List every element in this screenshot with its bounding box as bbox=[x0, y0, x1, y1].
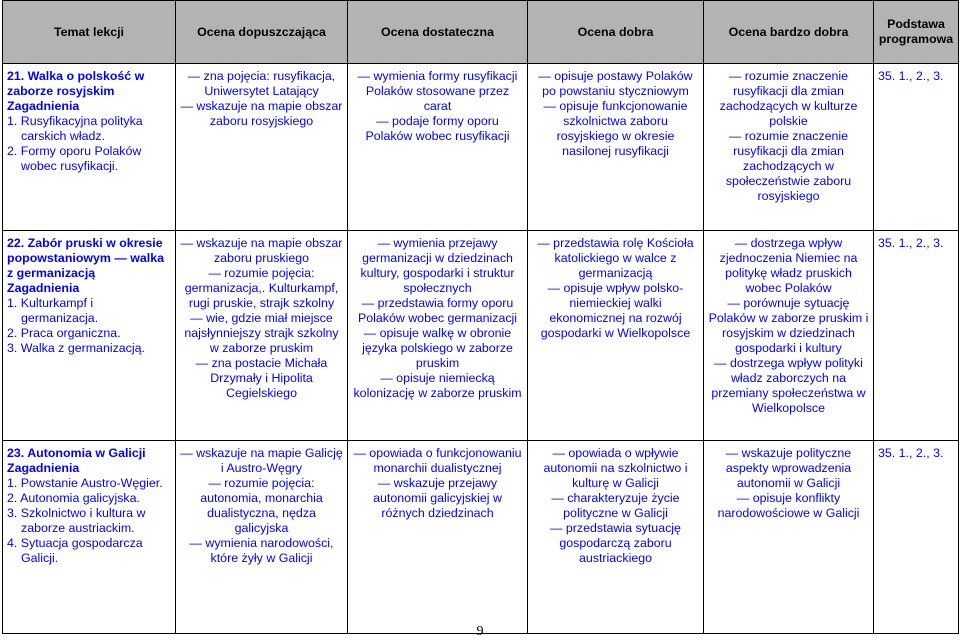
grade-bardzo-dobra-cell bbox=[704, 231, 874, 441]
lesson-issue: 3. Walka z germanizacją. bbox=[7, 341, 145, 355]
requirement-item: — opowiada o wpływie autonomii na szkolnictwo i kulturę w Galicji bbox=[532, 446, 699, 491]
grade-dobra-cell bbox=[528, 64, 704, 231]
lesson-issue: 3. Szkolnictwo i kultura w zaborze austriackim. bbox=[7, 506, 146, 535]
requirement-item: — wskazuje na mapie obszar zaboru pruskiego bbox=[180, 236, 343, 266]
requirement-item: — podaje formy oporu Polaków wobec rusyfikacji bbox=[352, 114, 523, 144]
lesson-topic-cell bbox=[3, 231, 176, 441]
grade-dobra-cell bbox=[528, 441, 704, 634]
requirement-item: — opisuje walkę w obronie języka polskiego w zaborze pruskim bbox=[352, 326, 523, 371]
grade-dostateczna-cell bbox=[348, 231, 528, 441]
zagadnienia-heading: Zagadnienia bbox=[7, 281, 80, 295]
header-ocena-dobra: Ocena dobra bbox=[528, 1, 704, 64]
header-row bbox=[3, 1, 959, 64]
lesson-title: 22. Zabór pruski w okresie popowstaniowym — walka z germanizacją bbox=[7, 236, 164, 280]
requirement-item: — opisuje wpływ polsko-niemieckiej walki ekonomicznej na rozwój gospodarki w Wielkopolsce bbox=[532, 281, 699, 341]
grade-dobra-cell bbox=[528, 231, 704, 441]
requirement-item: — dostrzega wpływ zjednoczenia Niemiec na politykę władz pruskich wobec Polaków bbox=[708, 236, 869, 296]
header-temat-lekcji: Temat lekcji bbox=[3, 1, 176, 64]
grade-dostateczna-cell bbox=[348, 441, 528, 634]
requirement-item: — wymienia przejawy germanizacji w dziedzinach kultury, gospodarki i struktur społecznych bbox=[352, 236, 523, 296]
requirement-item: — przedstawia formy oporu Polaków wobec germanizacji bbox=[352, 296, 523, 326]
zagadnienia-heading: Zagadnienia bbox=[7, 99, 80, 113]
lesson-title: 21. Walka o polskość w zaborze rosyjskim bbox=[7, 69, 145, 98]
curriculum-table bbox=[2, 0, 959, 634]
table-row bbox=[3, 64, 959, 231]
lesson-issue: 2. Formy oporu Polaków wobec rusyfikacji. bbox=[7, 144, 142, 173]
table-row bbox=[3, 441, 959, 634]
requirement-item: — wymienia narodowości, które żyły w Galicji bbox=[180, 536, 343, 566]
lesson-issue: 2. Autonomia galicyjska. bbox=[7, 491, 140, 505]
curriculum-reference-cell bbox=[874, 64, 959, 231]
grade-dostateczna-cell bbox=[348, 64, 528, 231]
curriculum-reference: 35. 1., 2., 3. bbox=[878, 69, 944, 83]
requirement-item: — wymienia formy rusyfikacji Polaków stosowane przez carat bbox=[352, 69, 523, 114]
requirement-item: — wskazuje przejawy autonomii galicyjskiej w różnych dziedzinach bbox=[352, 476, 523, 521]
header-ocena-bardzo-dobra: Ocena bardzo dobra bbox=[704, 1, 874, 64]
requirement-item: — opowiada o funkcjonowaniu monarchii dualistycznej bbox=[352, 446, 523, 476]
requirement-item: — przedstawia rolę Kościoła katolickiego w walce z germanizacją bbox=[532, 236, 699, 281]
requirement-item: — opisuje niemiecką kolonizację w zaborze pruskim bbox=[352, 371, 523, 401]
table-row bbox=[3, 231, 959, 441]
lesson-title: 23. Autonomia w Galicji bbox=[7, 446, 146, 460]
header-ocena-dopuszczajaca: Ocena dopuszczająca bbox=[176, 1, 348, 64]
requirement-item: — przedstawia sytuację gospodarczą zaboru austriackiego bbox=[532, 521, 699, 566]
requirement-item: — porównuje sytuację Polaków w zaborze pruskim i rosyjskim w dziedzinach gospodarki i kultury bbox=[708, 296, 869, 356]
curriculum-reference: 35. 1., 2., 3. bbox=[878, 446, 944, 460]
requirement-item: — opisuje funkcjonowanie szkolnictwa zaboru rosyjskiego w okresie nasilonej rusyfikacji bbox=[532, 99, 699, 159]
grade-dopuszczajaca-cell bbox=[176, 231, 348, 441]
page-number: 9 bbox=[476, 624, 484, 639]
lesson-issue: 1. Kulturkampf i germanizacja. bbox=[7, 296, 99, 325]
lesson-issue: 4. Sytuacja gospodarcza Galicji. bbox=[7, 536, 143, 565]
curriculum-reference-cell bbox=[874, 441, 959, 634]
curriculum-reference: 35. 1., 2., 3. bbox=[878, 236, 944, 250]
requirement-item: — wie, gdzie miał miejsce najsłynniejszy strajk szkolny w zaborze pruskim bbox=[180, 311, 343, 356]
lesson-issue: 1. Powstanie Austro-Węgier. bbox=[7, 476, 163, 490]
lesson-issue: 2. Praca organiczna. bbox=[7, 326, 121, 340]
requirement-item: — rozumie pojęcia: germanizacja,. Kulturkampf, rugi pruskie, strajk szkolny bbox=[180, 266, 343, 311]
requirement-item: — zna postacie Michała Drzymały i Hipolita Cegielskiego bbox=[180, 356, 343, 401]
lesson-issue: 1. Rusyfikacyjna polityka carskich władz. bbox=[7, 114, 143, 143]
zagadnienia-heading: Zagadnienia bbox=[7, 461, 80, 475]
grade-dopuszczajaca-cell bbox=[176, 64, 348, 231]
header-ocena-dostateczna: Ocena dostateczna bbox=[348, 1, 528, 64]
curriculum-reference-cell bbox=[874, 231, 959, 441]
lesson-topic-cell bbox=[3, 64, 176, 231]
requirement-item: — wskazuje polityczne aspekty wprowadzenia autonomii w Galicji bbox=[708, 446, 869, 491]
lesson-topic-cell bbox=[3, 441, 176, 634]
requirement-item: — rozumie znaczenie rusyfikacji dla zmian zachodzących w społeczeństwie zaboru rosyjskiego bbox=[708, 129, 869, 204]
requirement-item: — wskazuje na mapie Galicję i Austro-Węgry bbox=[180, 446, 343, 476]
requirement-item: — opisuje konflikty narodowościowe w Galicji bbox=[708, 491, 869, 521]
requirement-item: — rozumie pojęcia: autonomia, monarchia dualistyczna, nędza galicyjska bbox=[180, 476, 343, 536]
grade-dopuszczajaca-cell bbox=[176, 441, 348, 634]
requirement-item: — dostrzega wpływ polityki władz zaborczych na przemiany społeczeństwa w Wielkopolsce bbox=[708, 356, 869, 416]
requirement-item: — opisuje postawy Polaków po powstaniu styczniowym bbox=[532, 69, 699, 99]
requirement-item: — rozumie znaczenie rusyfikacji dla zmian zachodzących w kulturze polskie bbox=[708, 69, 869, 129]
requirement-item: — zna pojęcia: rusyfikacja, Uniwersytet Latający bbox=[180, 69, 343, 99]
grade-bardzo-dobra-cell bbox=[704, 441, 874, 634]
requirement-item: — wskazuje na mapie obszar zaboru rosyjskiego bbox=[180, 99, 343, 129]
grade-bardzo-dobra-cell bbox=[704, 64, 874, 231]
header-podstawa-programowa: Podstawa programowa bbox=[874, 1, 959, 64]
requirement-item: — charakteryzuje życie polityczne w Galicji bbox=[532, 491, 699, 521]
